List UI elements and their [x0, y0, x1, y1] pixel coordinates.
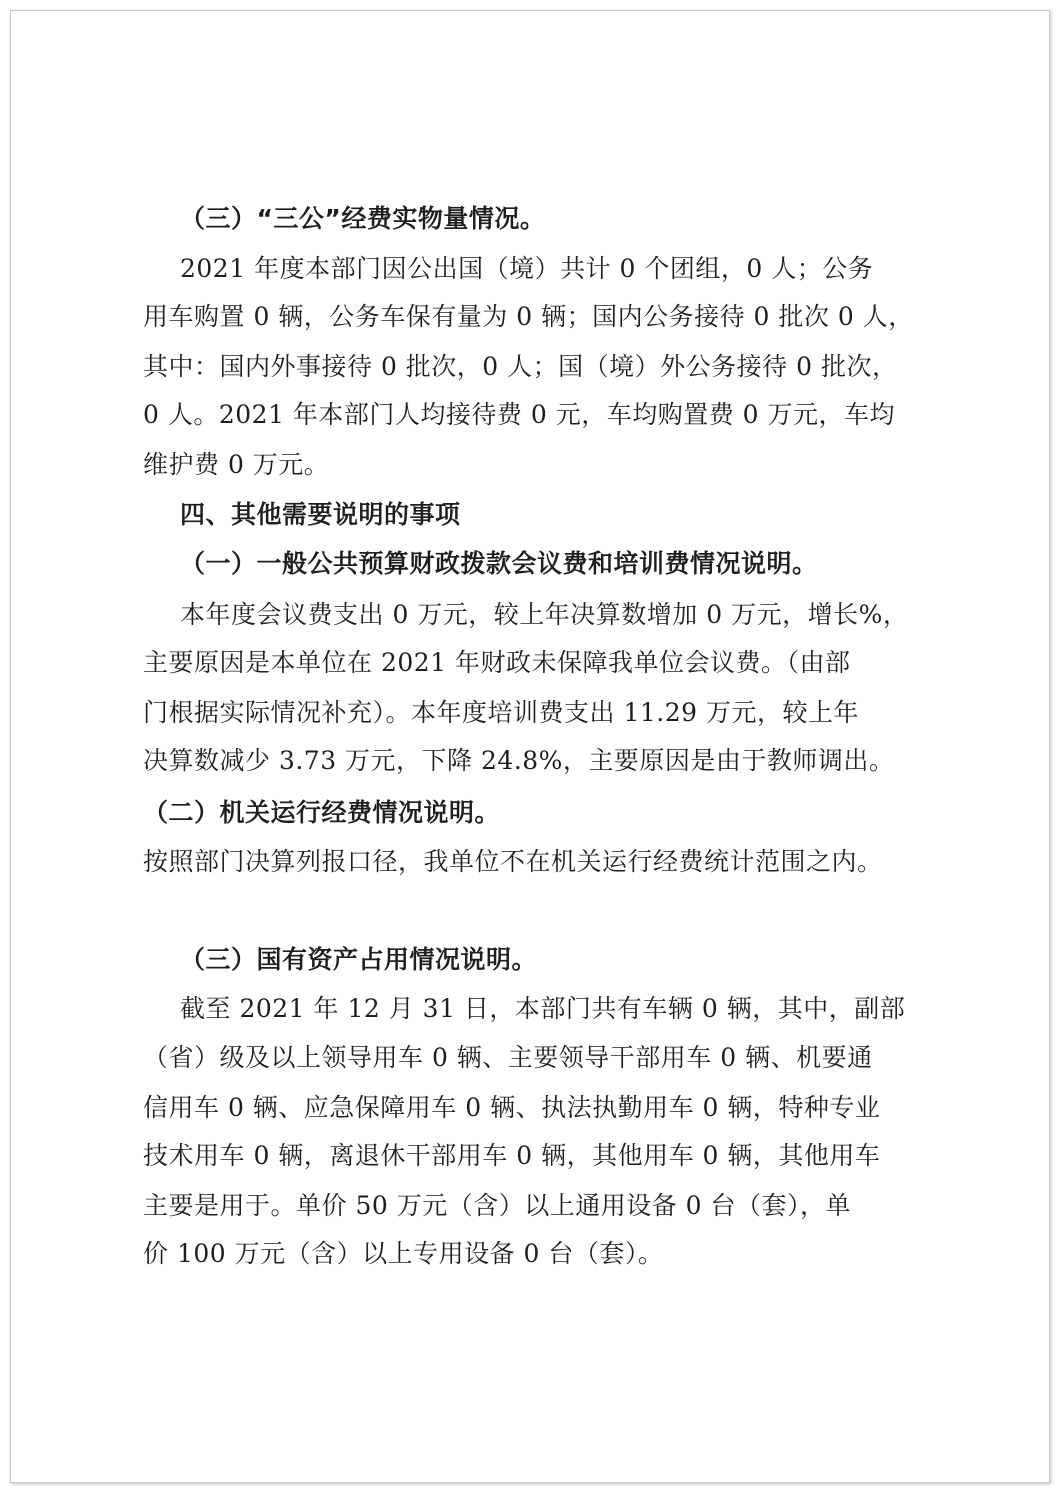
heading-sangong-quantity: （三）“三公”经费实物量情况。 — [180, 204, 546, 233]
paragraph-line: 0 人。2021 年本部门人均接待费 0 元，车均购置费 0 万元，车均 — [143, 400, 896, 429]
paragraph-line: 技术用车 0 辆，离退休干部用车 0 辆，其他用车 0 辆，其他用车 — [143, 1141, 881, 1170]
section-heading-other-matters: 四、其他需要说明的事项 — [180, 500, 461, 529]
paragraph-line: 按照部门决算列报口径，我单位不在机关运行经费统计范围之内。 — [143, 847, 883, 876]
paragraph-line: 门根据实际情况补充）。本年度培训费支出 11.29 万元，较上年 — [143, 698, 859, 727]
paragraph-line: 维护费 0 万元。 — [143, 450, 330, 479]
paragraph-line: 其中：国内外事接待 0 批次，0 人；国（境）外公务接待 0 批次， — [143, 352, 898, 381]
paragraph-line: 主要是用于。单价 50 万元（含）以上通用设备 0 台（套），单 — [143, 1191, 852, 1220]
paragraph-line: 主要原因是本单位在 2021 年财政未保障我单位会议费。（由部 — [143, 648, 851, 677]
heading-meeting-training: （一）一般公共预算财政拨款会议费和培训费情况说明。 — [180, 549, 818, 578]
paragraph-line: 信用车 0 辆、应急保障用车 0 辆、执法执勤用车 0 辆，特种专业 — [143, 1093, 881, 1122]
heading-state-assets: （三）国有资产占用情况说明。 — [180, 945, 538, 974]
paragraph-line: 用车购置 0 辆，公务车保有量为 0 辆；国内公务接待 0 批次 0 人， — [143, 302, 914, 331]
heading-operating-expenses: （二）机关运行经费情况说明。 — [143, 798, 501, 827]
paragraph-line: 截至 2021 年 12 月 31 日，本部门共有车辆 0 辆，其中，副部 — [180, 994, 906, 1023]
paragraph-line: 决算数减少 3.73 万元，下降 24.8%，主要原因是由于教师调出。 — [143, 746, 895, 775]
paragraph-line: 价 100 万元（含）以上专用设备 0 台（套）。 — [143, 1239, 664, 1268]
paragraph-line: 本年度会议费支出 0 万元，较上年决算数增加 0 万元，增长%， — [180, 600, 909, 629]
paragraph-line: 2021 年度本部门因公出国（境）共计 0 个团组，0 人；公务 — [180, 254, 874, 283]
paragraph-line: （省）级及以上领导用车 0 辆、主要领导干部用车 0 辆、机要通 — [143, 1043, 873, 1072]
